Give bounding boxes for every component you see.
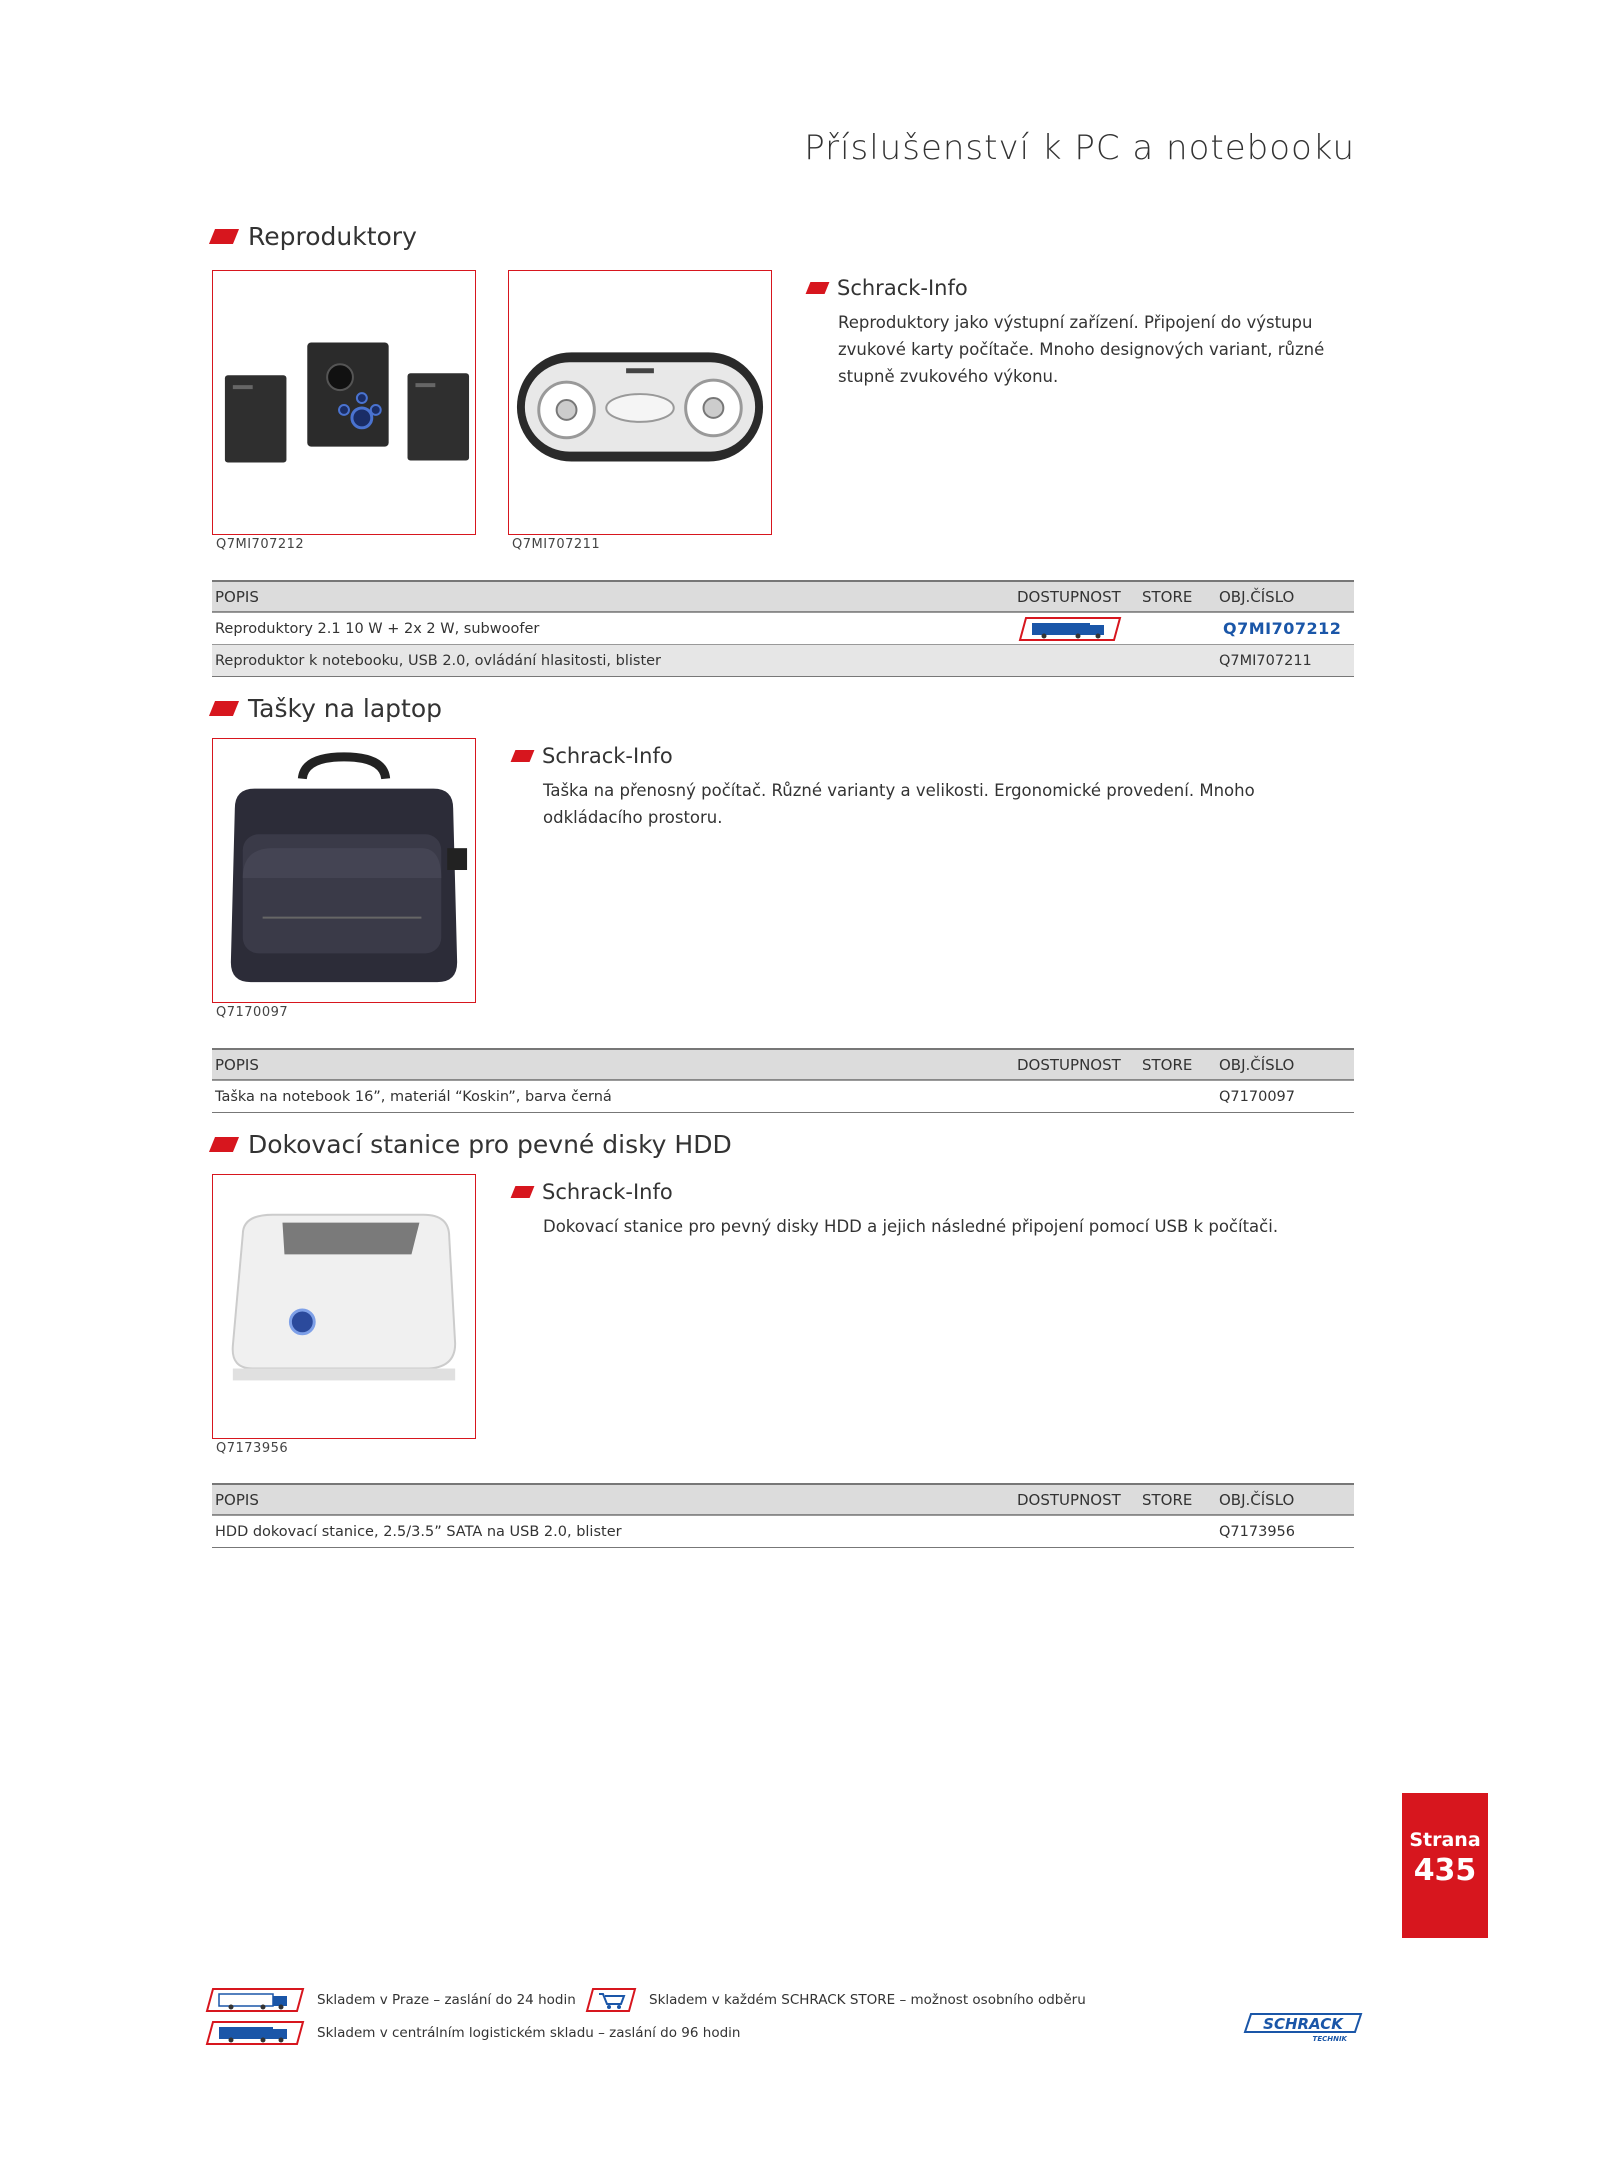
page-number-badge xyxy=(1402,1793,1488,1938)
info-text-tasky: Taška na přenosný počítač. Různé varianty a velikosti. Ergonomické provedení. Mnoho odkládacího prostoru. xyxy=(543,781,1255,827)
section-title-dokovaci xyxy=(212,1130,732,1159)
table-row[interactable] xyxy=(212,612,1354,644)
page-number: 435 xyxy=(1413,1853,1477,1888)
caption-laptop-bag: Q7170097 xyxy=(216,1005,289,1020)
product-table-tasky xyxy=(212,1048,1354,1113)
col-store: STORE xyxy=(1142,1490,1193,1509)
product-table-dokovaci xyxy=(212,1483,1354,1548)
page-label: Strana xyxy=(1409,1829,1481,1851)
table-header xyxy=(212,582,1354,612)
red-marker-icon xyxy=(511,750,535,762)
legend-central xyxy=(205,2020,740,2046)
row-obj-number[interactable]: Q7MI707212 xyxy=(1223,619,1342,638)
legend-central-text: Skladem v centrálním logistickém skladu – zaslání do 96 hodin xyxy=(317,2025,741,2041)
section-title-tasky xyxy=(212,694,442,723)
legend-store xyxy=(585,1987,1086,2013)
table-header xyxy=(212,1050,1354,1080)
product-image-notebook-speaker[interactable] xyxy=(508,270,772,535)
schrack-info-heading xyxy=(808,276,968,300)
info-title-text: Schrack-Info xyxy=(542,1180,673,1204)
table-row[interactable] xyxy=(212,1515,1354,1547)
col-obj: OBJ.ČÍSLO xyxy=(1219,1490,1295,1509)
red-marker-icon xyxy=(209,1137,239,1152)
schrack-info-heading xyxy=(513,1180,673,1204)
schrack-logo xyxy=(1243,2010,1363,2050)
col-obj: OBJ.ČÍSLO xyxy=(1219,1055,1295,1074)
svg-text:SCHRACK: SCHRACK xyxy=(1263,2015,1343,2033)
page-title: Příslušenství k PC a notebooku xyxy=(804,128,1355,168)
caption-hdd-dock: Q7173956 xyxy=(216,1441,289,1456)
row-obj-number[interactable]: Q7MI707211 xyxy=(1219,652,1312,669)
truck-central-icon xyxy=(205,2020,305,2046)
product-table-reproduktory xyxy=(212,580,1354,677)
col-popis: POPIS xyxy=(215,587,259,606)
laptop-bag-icon xyxy=(213,739,475,1002)
info-title-text: Schrack-Info xyxy=(837,276,968,300)
col-popis: POPIS xyxy=(215,1055,259,1074)
truck-prague-icon xyxy=(205,1987,305,2013)
row-popis: HDD dokovací stanice, 2.5/3.5” SATA na USB 2.0, blister xyxy=(215,1523,622,1540)
col-dostupnost: DOSTUPNOST xyxy=(1017,587,1121,606)
row-popis: Reproduktor k notebooku, USB 2.0, ovládání hlasitosti, blister xyxy=(215,652,662,669)
col-store: STORE xyxy=(1142,587,1193,606)
row-popis: Reproduktory 2.1 10 W + 2x 2 W, subwoofer xyxy=(215,620,540,637)
col-obj: OBJ.ČÍSLO xyxy=(1219,587,1295,606)
col-store: STORE xyxy=(1142,1055,1193,1074)
info-text-reproduktory: Reproduktory jako výstupní zařízení. Připojení do výstupu zvukové karty počítače. Mnoho designových variant, různé stupně zvukového výkonu. xyxy=(838,313,1325,386)
col-popis: POPIS xyxy=(215,1490,259,1509)
legend-prague xyxy=(205,1987,576,2013)
col-dostupnost: DOSTUPNOST xyxy=(1017,1055,1121,1074)
red-marker-icon xyxy=(806,282,830,294)
red-marker-icon xyxy=(209,229,239,244)
red-marker-icon xyxy=(209,701,239,716)
section-title-text: Tašky na laptop xyxy=(248,694,443,723)
info-title-text: Schrack-Info xyxy=(542,744,673,768)
shopping-cart-icon xyxy=(585,1987,637,2013)
legend-store-text: Skladem v každém SCHRACK STORE – možnost osobního odběru xyxy=(649,1992,1086,2008)
truck-central-icon xyxy=(1018,616,1122,646)
caption-speakers-2-1: Q7MI707212 xyxy=(216,537,305,552)
product-image-laptop-bag[interactable] xyxy=(212,738,476,1003)
schrack-info-heading xyxy=(513,744,673,768)
section-title-reproduktory xyxy=(212,222,417,251)
product-image-speakers-2-1[interactable] xyxy=(212,270,476,535)
red-marker-icon xyxy=(511,1186,535,1198)
table-row[interactable] xyxy=(212,1080,1354,1112)
caption-notebook-speaker: Q7MI707211 xyxy=(512,537,601,552)
row-obj-number[interactable]: Q7170097 xyxy=(1219,1088,1295,1105)
legend-prague-text: Skladem v Praze – zaslání do 24 hodin xyxy=(317,1992,576,2008)
row-popis: Taška na notebook 16”, materiál “Koskin”, barva černá xyxy=(215,1088,612,1105)
speakers-2-1-icon xyxy=(213,271,475,534)
notebook-speaker-icon xyxy=(509,271,771,534)
hdd-dock-icon xyxy=(213,1175,475,1438)
svg-text:TECHNIK: TECHNIK xyxy=(1312,2035,1347,2043)
table-header xyxy=(212,1485,1354,1515)
table-row[interactable] xyxy=(212,644,1354,676)
info-text-dokovaci: Dokovací stanice pro pevný disky HDD a jejich následné připojení pomocí USB k počítači. xyxy=(543,1217,1279,1236)
product-image-hdd-dock[interactable] xyxy=(212,1174,476,1439)
col-dostupnost: DOSTUPNOST xyxy=(1017,1490,1121,1509)
section-title-text: Dokovací stanice pro pevné disky HDD xyxy=(248,1130,732,1159)
row-obj-number[interactable]: Q7173956 xyxy=(1219,1523,1295,1540)
section-title-text: Reproduktory xyxy=(248,222,417,251)
